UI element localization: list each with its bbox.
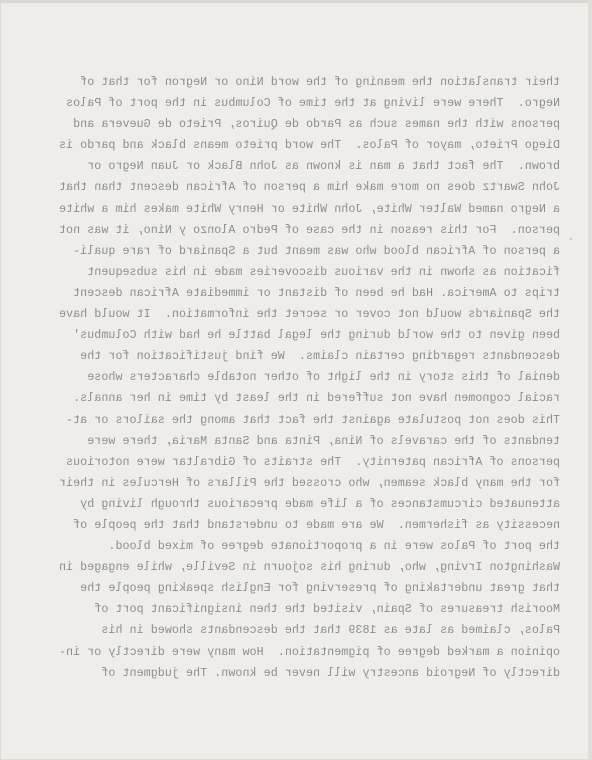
text-line: brown. The fact that a man is known as John Black or Juan Negro or bbox=[87, 160, 560, 174]
paper-speck bbox=[570, 238, 572, 240]
text-line: necessity as fishermen. We are made to understand that the people of bbox=[73, 518, 560, 532]
text-line: Moorish treasures of Spain, visited the then insignificant port of bbox=[94, 603, 560, 617]
text-line: the Spaniards would not cover or secret the information. It would have bbox=[58, 308, 560, 322]
text-line: the port of Palos were in a proportionate degree of mixed blood. bbox=[108, 540, 560, 554]
text-line: that great undertaking of preserving for English speaking people the bbox=[80, 582, 560, 596]
text-line: racial cognomen have not suffered in the least by time in her annals. bbox=[73, 392, 560, 406]
text-line: fication as shown in the various discoveries made in his subsequent bbox=[87, 265, 560, 279]
page-top-edge bbox=[0, 0, 592, 3]
text-line: Washington Irving, who, during his sojourn in Seville, while engaged in bbox=[58, 561, 560, 575]
text-line: trips to America. Had he been of distant or immediate African descent bbox=[73, 286, 560, 300]
text-line: descendants regarding certain claims. We find justification for the bbox=[80, 350, 560, 364]
text-line: Diego Prieto, mayor of Palos. The word prieto means black and pardo is bbox=[58, 139, 560, 153]
text-line: denial of this story in the light of other notable characters whose bbox=[87, 371, 560, 385]
text-line: persons of African paternity. The straits of Gibraltar were notorious bbox=[65, 455, 560, 469]
text-line: a Negro named Walter White, John White or Henry White makes him a white bbox=[58, 202, 560, 216]
text-line: been given to the world during the legal battle he had with Columbus' bbox=[73, 329, 560, 343]
mirrored-typewritten-text bbox=[40, 72, 560, 684]
text-line: a person of African blood who was meant but a Spaniard of rare quali- bbox=[73, 244, 560, 258]
text-line: their translation the meaning of the word Nino or Negron for that of bbox=[80, 76, 560, 89]
page-right-edge bbox=[588, 0, 592, 760]
text-line: opinion a marked degree of pigmentation. How many were directly or in- bbox=[58, 645, 560, 659]
text-line: Negro. There were living at the time of Columbus in the port of Palos bbox=[65, 97, 560, 111]
text-line: persons with the names such as Pardo de Quiros, Prieto de Guevera and bbox=[73, 118, 560, 132]
text-line: attenuated circumstances of a life made precarious through living by bbox=[80, 497, 560, 511]
text-line: John Swartz does no more make him a person of African descent than that bbox=[58, 181, 560, 195]
text-line: This does not postulate against the fact that among the sailors or at- bbox=[65, 413, 560, 427]
text-line: for the many black seamen, who crossed the Pillars of Hercules in their bbox=[58, 476, 560, 490]
text-line: person. For this reason in the case of Pedro Alonzo y Nino, it was not bbox=[58, 223, 560, 237]
text-line: Palos, claimed as late as 1839 that the descendants showed in his bbox=[101, 624, 560, 638]
text-line: tendants of the caravels of Nina, Pinta and Santa Maria, there were bbox=[87, 434, 560, 448]
text-line: directly of Negroid ancestry will never be known. The judgment of bbox=[101, 666, 560, 680]
